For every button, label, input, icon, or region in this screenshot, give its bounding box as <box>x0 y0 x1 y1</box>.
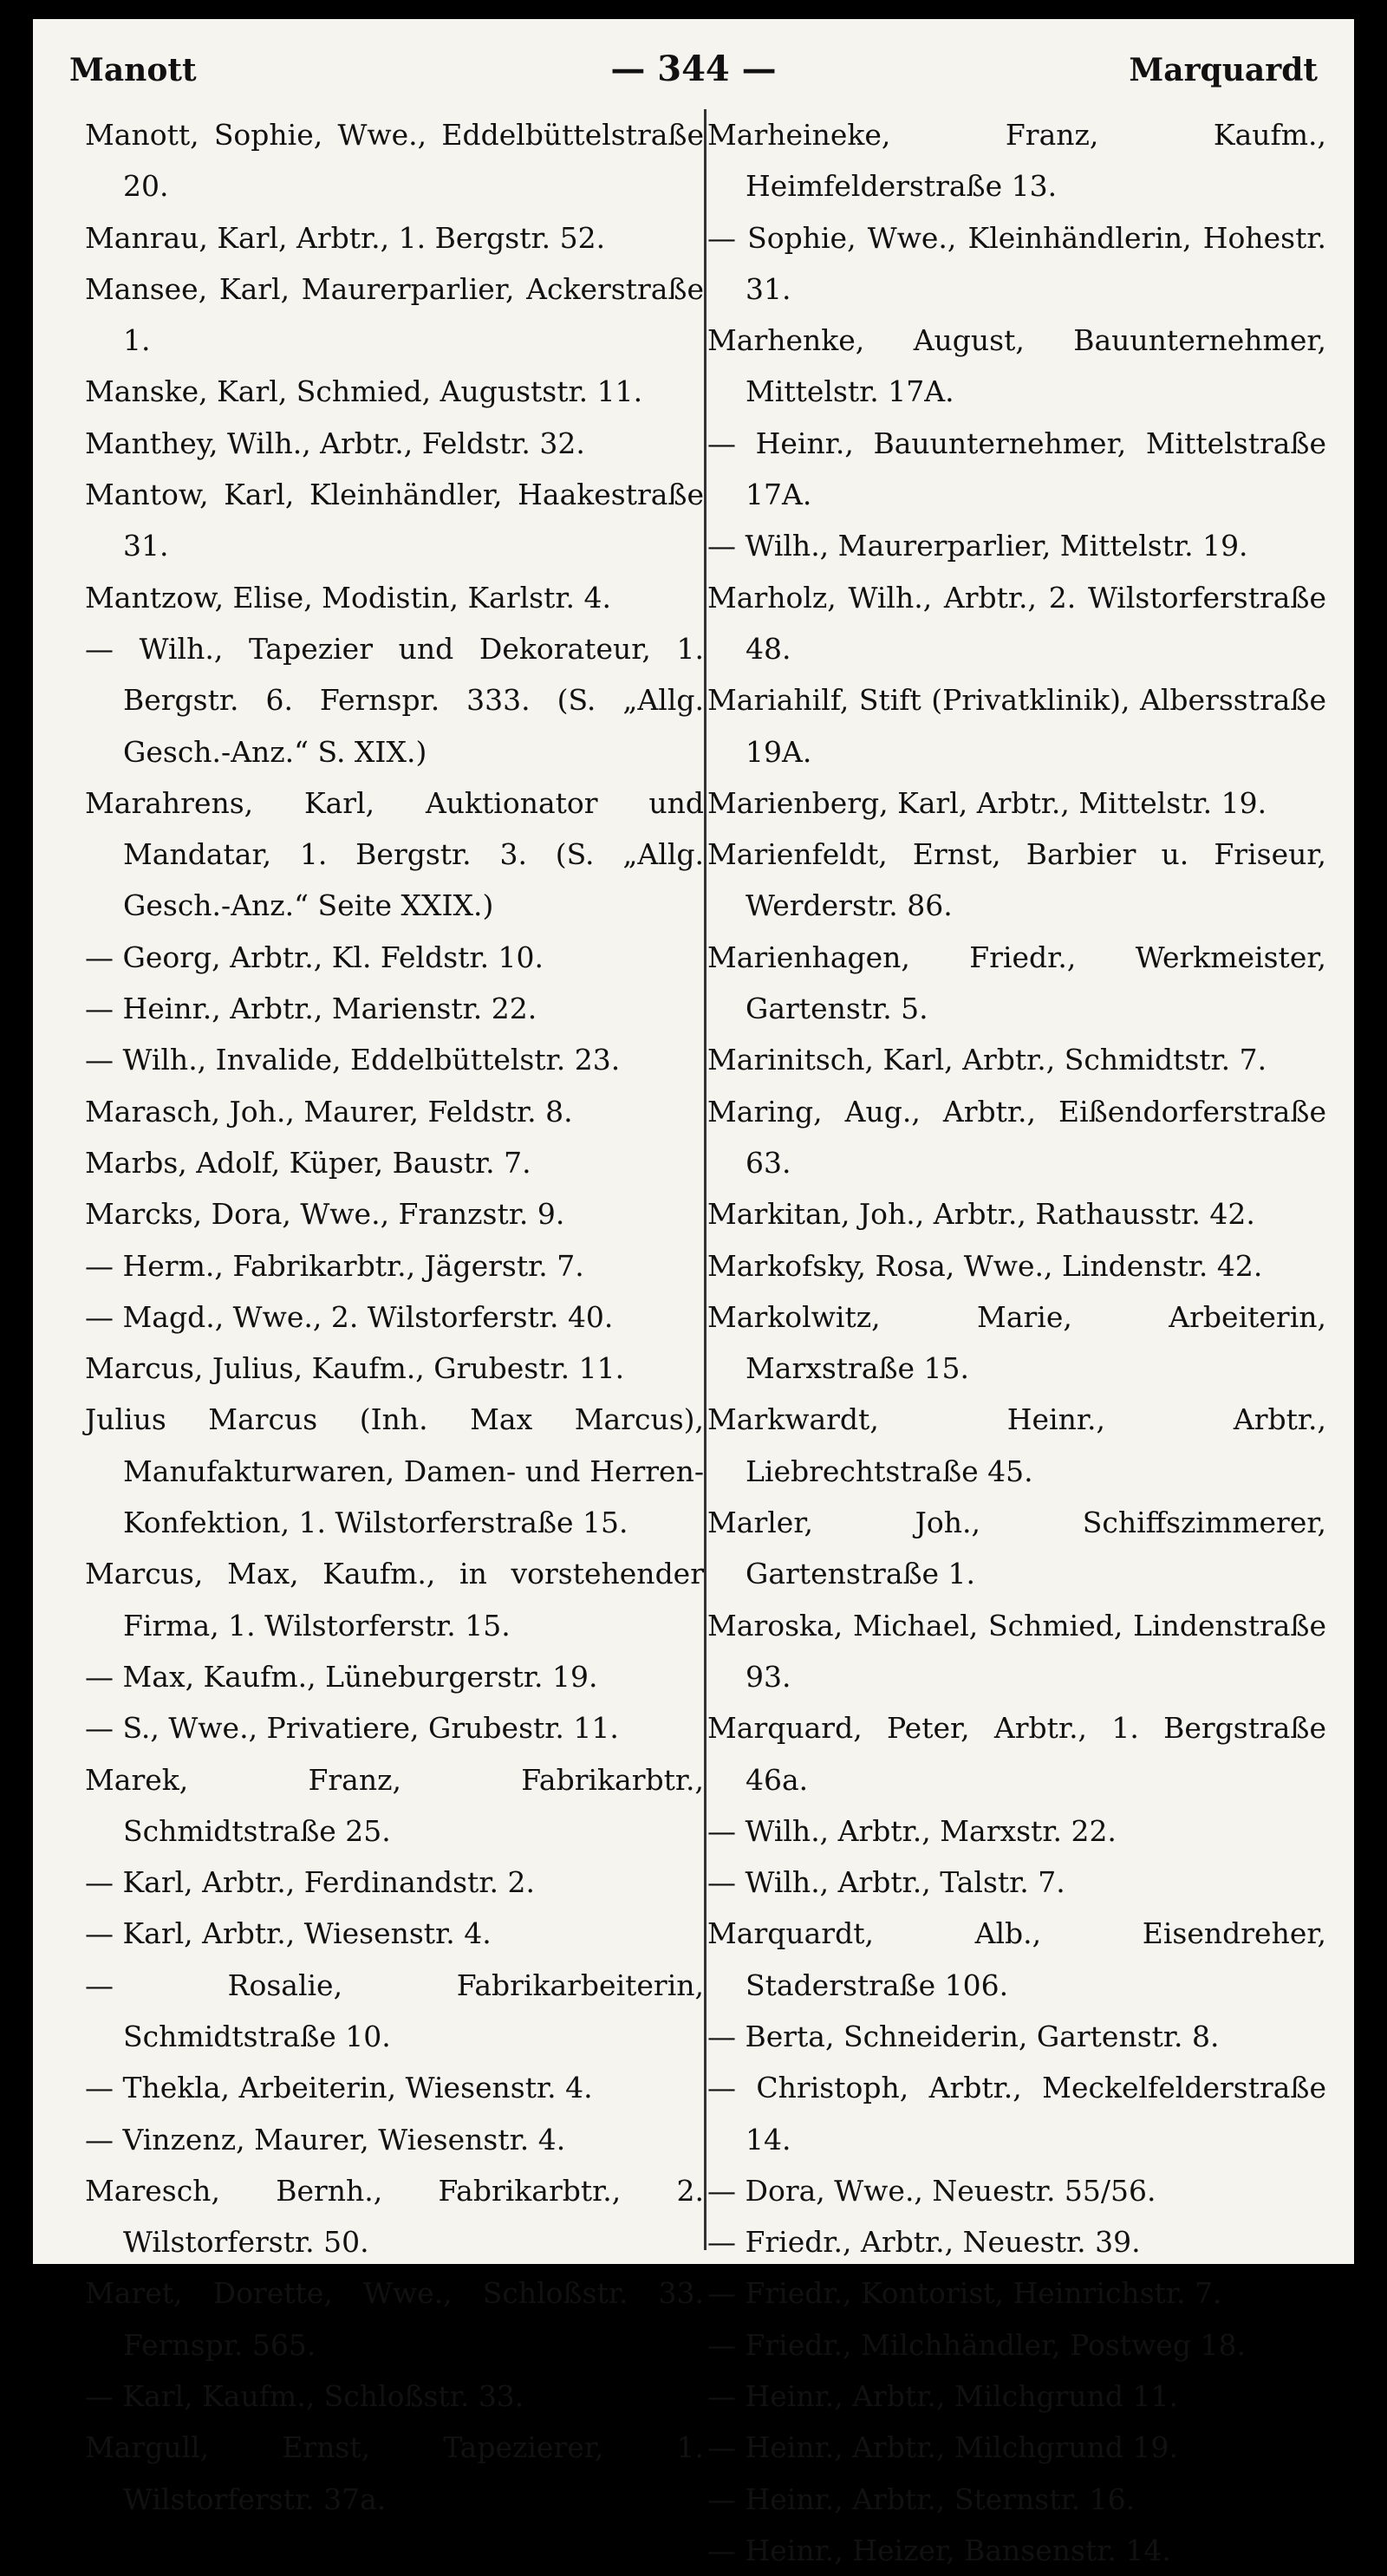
directory-entry: — Christoph, Arbtr., Meckelfelderstraße 14. <box>707 2071 1326 2156</box>
directory-entry: Marek, Franz, Fabrikarbtr., Schmidtstraße 25. <box>85 1762 704 1848</box>
directory-entry: — Friedr., Milchhändler, Postweg 18. <box>707 2327 1246 2362</box>
directory-entry: Manrau, Karl, Arbtr., 1. Bergstr. 52. <box>85 220 606 255</box>
directory-entry: — Karl, Arbtr., Wiesenstr. 4. <box>85 1916 492 1951</box>
left-column <box>85 109 704 2516</box>
directory-entry: Marasch, Joh., Maurer, Feldstr. 8. <box>85 1094 573 1129</box>
directory-entry: — Karl, Kaufm., Schloßstr. 33. <box>85 2379 524 2414</box>
directory-entry: — Dora, Wwe., Neuestr. 55/56. <box>707 2173 1156 2208</box>
directory-entry: Maret, Dorette, Wwe., Schloßstr. 33. Fernspr. 565. <box>85 2276 704 2362</box>
directory-entry: Maresch, Bernh., Fabrikarbtr., 2. Wilstorferstr. 50. <box>85 2173 704 2260</box>
directory-entry: — Heinr., Arbtr., Milchgrund 19. <box>707 2430 1178 2465</box>
directory-entry: Marienhagen, Friedr., Werkmeister, Gartenstr. 5. <box>707 940 1326 1026</box>
directory-entry: — Heinr., Arbtr., Sternstr. 16. <box>707 2482 1136 2516</box>
directory-entry: Mariahilf, Stift (Privatklinik), Albersstraße 19A. <box>707 683 1326 769</box>
directory-entry: — Heinr., Heizer, Bansenstr. 14. <box>707 2533 1171 2567</box>
directory-entry: Marcks, Dora, Wwe., Franzstr. 9. <box>85 1197 565 1232</box>
directory-entry: — Max, Kaufm., Lüneburgerstr. 19. <box>85 1659 598 1694</box>
directory-entry: — Herm., Fabrikarbtr., Jägerstr. 7. <box>85 1248 584 1283</box>
directory-entry: Manthey, Wilh., Arbtr., Feldstr. 32. <box>85 426 585 460</box>
directory-entry: Julius Marcus (Inh. Max Marcus), Manufakturwaren, Damen- und Herren-Konfektion, 1. Wilstorferstraße 15. <box>85 1402 704 1540</box>
directory-entry: — Rosalie, Fabrikarbeiterin, Schmidtstraße 10. <box>85 1968 704 2053</box>
directory-entry: Marcus, Julius, Kaufm., Grubestr. 11. <box>85 1351 625 1386</box>
directory-entry: — Wilh., Arbtr., Marxstr. 22. <box>707 1813 1117 1848</box>
directory-entry: — Friedr., Arbtr., Neuestr. 39. <box>707 2225 1141 2260</box>
directory-entry: Margull, Ernst, Tapezierer, 1. Wilstorferstr. 37a. <box>85 2430 704 2516</box>
directory-entry: Markitan, Joh., Arbtr., Rathausstr. 42. <box>707 1197 1255 1232</box>
directory-entry: — Sophie, Wwe., Kleinhändlerin, Hohestr. 31. <box>707 220 1326 306</box>
column-divider <box>704 109 707 2250</box>
directory-entry: Manske, Karl, Schmied, Auguststr. 11. <box>85 374 643 409</box>
directory-entry: — Thekla, Arbeiterin, Wiesenstr. 4. <box>85 2071 593 2105</box>
directory-entry: — Wilh., Maurerparlier, Mittelstr. 19. <box>707 529 1248 563</box>
directory-entry: — Heinr., Bauunternehmer, Mittelstraße 17A. <box>707 426 1326 512</box>
directory-entry: — Heinr., Arbtr., Milchgrund 11. <box>707 2379 1178 2414</box>
directory-entry: Marbs, Adolf, Küper, Baustr. 7. <box>85 1145 531 1180</box>
page-number: — 344 — <box>610 49 777 89</box>
directory-entry: Maroska, Michael, Schmied, Lindenstraße 93. <box>707 1608 1326 1694</box>
directory-entry: Marler, Joh., Schiffszimmerer, Gartenstraße 1. <box>707 1506 1326 1591</box>
directory-entry: — Berta, Schneiderin, Gartenstr. 8. <box>707 2019 1220 2053</box>
directory-entry: Marienberg, Karl, Arbtr., Mittelstr. 19. <box>707 785 1267 820</box>
directory-entry: Mansee, Karl, Maurerparlier, Ackerstraße 1. <box>85 271 704 358</box>
directory-entry: Markolwitz, Marie, Arbeiterin, Marxstraße 15. <box>707 1299 1326 1386</box>
directory-entry: Marahrens, Karl, Auktionator und Mandatar, 1. Bergstr. 3. (S. „Allg. Gesch.-Anz.“ Seite XXIX.) <box>85 785 704 923</box>
directory-entry: Marholz, Wilh., Arbtr., 2. Wilstorferstraße 48. <box>707 580 1326 666</box>
header-left-catchword: Manott <box>69 52 197 88</box>
directory-entry: Markwardt, Heinr., Arbtr., Liebrechtstraße 45. <box>707 1402 1326 1488</box>
directory-entry: Marquard, Peter, Arbtr., 1. Bergstraße 46a. <box>707 1711 1326 1797</box>
directory-entry: — Heinr., Arbtr., Marienstr. 22. <box>85 992 537 1026</box>
directory-entry: Marinitsch, Karl, Arbtr., Schmidtstr. 7. <box>707 1043 1267 1077</box>
directory-entry: Marheineke, Franz, Kaufm., Heimfelderstraße 13. <box>707 118 1326 204</box>
directory-entry: Mantzow, Elise, Modistin, Karlstr. 4. <box>85 580 611 615</box>
directory-entry: Maring, Aug., Arbtr., Eißendorferstraße 63. <box>707 1094 1326 1180</box>
directory-entry: — Wilh., Arbtr., Talstr. 7. <box>707 1865 1065 1900</box>
directory-entry: Marquardt, Alb., Eisendreher, Staderstraße 106. <box>707 1916 1326 2002</box>
directory-entry: — Karl, Arbtr., Ferdinandstr. 2. <box>85 1865 535 1900</box>
directory-entry: Markofsky, Rosa, Wwe., Lindenstr. 42. <box>707 1248 1263 1283</box>
directory-entry: — Wilh., Invalide, Eddelbüttelstr. 23. <box>85 1043 621 1077</box>
directory-entry: Mantow, Karl, Kleinhändler, Haakestraße 31. <box>85 478 704 563</box>
directory-entry: — Magd., Wwe., 2. Wilstorferstr. 40. <box>85 1299 614 1334</box>
directory-entry: — Wilh., Tapezier und Dekorateur, 1. Bergstr. 6. Fernspr. 333. (S. „Allg. Gesch.-Anz.“ S. XIX.) <box>85 631 704 769</box>
directory-entry: — Georg, Arbtr., Kl. Feldstr. 10. <box>85 940 544 974</box>
directory-entry: Marhenke, August, Bauunternehmer, Mittelstr. 17A. <box>707 323 1326 409</box>
directory-entry: — Vinzenz, Maurer, Wiesenstr. 4. <box>85 2122 566 2156</box>
directory-entry: — S., Wwe., Privatiere, Grubestr. 11. <box>85 1711 619 1746</box>
directory-entry: Marcus, Max, Kaufm., in vorstehender Firma, 1. Wilstorferstr. 15. <box>85 1557 704 1643</box>
header-right-catchword: Marquardt <box>1129 52 1318 88</box>
directory-entry: — Friedr., Kontorist, Heinrichstr. 7. <box>707 2276 1222 2311</box>
page-header <box>33 19 1354 106</box>
directory-entry: Marienfeldt, Ernst, Barbier u. Friseur, Werderstr. 86. <box>707 837 1326 923</box>
directory-entry: Manott, Sophie, Wwe., Eddelbüttelstraße 20. <box>85 118 704 204</box>
right-column <box>707 109 1326 2567</box>
